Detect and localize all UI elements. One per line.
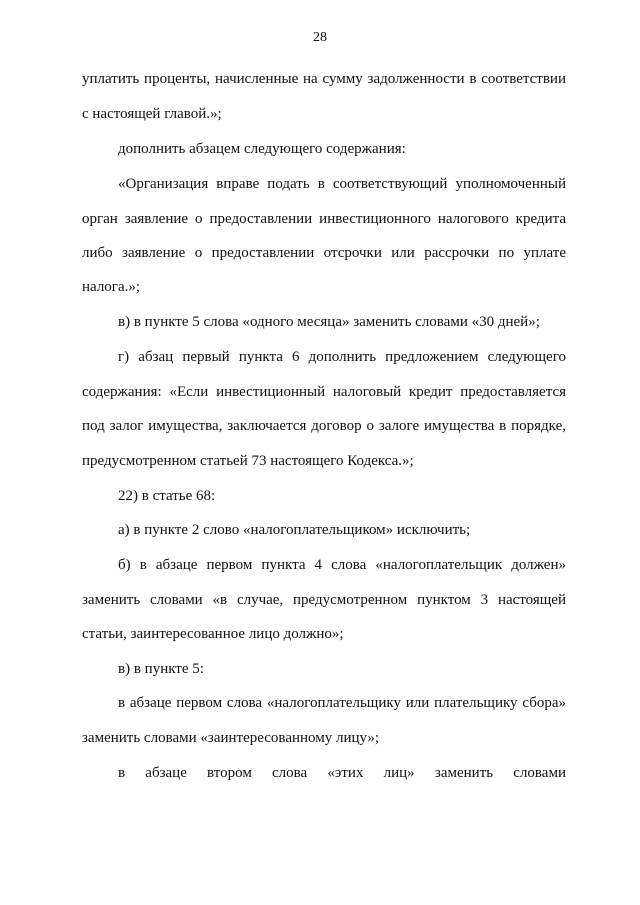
text-line: дополнить абзацем следующего содержания: xyxy=(118,141,406,157)
page-number: 28 xyxy=(313,30,327,45)
text-line: г) абзац первый пункта 6 дополнить предложением следующего xyxy=(118,349,566,365)
text-line: в) в пункте 5 слова «одного месяца» заменить словами «30 дней»; xyxy=(118,314,540,330)
text-line: налога.»; xyxy=(82,279,141,295)
text-line: либо заявление о предоставлении отсрочки или рассрочки по уплате xyxy=(82,245,566,261)
text-line: а) в пункте 2 слово «налогоплательщиком» исключить; xyxy=(118,522,471,538)
text-line: б) в абзаце первом пункта 4 слова «налогоплательщик должен» xyxy=(118,557,566,573)
text-line: в) в пункте 5: xyxy=(118,661,204,677)
text-line: в абзаце первом слова «налогоплательщику или плательщику сбора» xyxy=(118,695,566,711)
text-line: статьи, заинтересованное лицо должно»; xyxy=(82,626,344,642)
text-line: в абзаце втором слова «этих лиц» заменить словами xyxy=(118,765,566,781)
text-line: под залог имущества, заключается договор о залоге имущества в порядке, xyxy=(82,418,566,434)
text-line: орган заявление о предоставлении инвестиционного налогового кредита xyxy=(82,211,566,227)
text-line: содержания: «Если инвестиционный налоговый кредит предоставляется xyxy=(82,384,566,400)
text-line: «Организация вправе подать в соответствующий уполномоченный xyxy=(118,176,566,192)
text-line: с настоящей главой.»; xyxy=(82,106,222,122)
text-line: заменить словами «в случае, предусмотренном пунктом 3 настоящей xyxy=(82,592,566,608)
text-line: уплатить проценты, начисленные на сумму задолженности в соответствии xyxy=(82,71,566,87)
text-line: заменить словами «заинтересованному лицу»; xyxy=(82,730,380,746)
text-line: предусмотренном статьей 73 настоящего Кодекса.»; xyxy=(82,453,414,469)
text-line: 22) в статье 68: xyxy=(118,488,216,504)
